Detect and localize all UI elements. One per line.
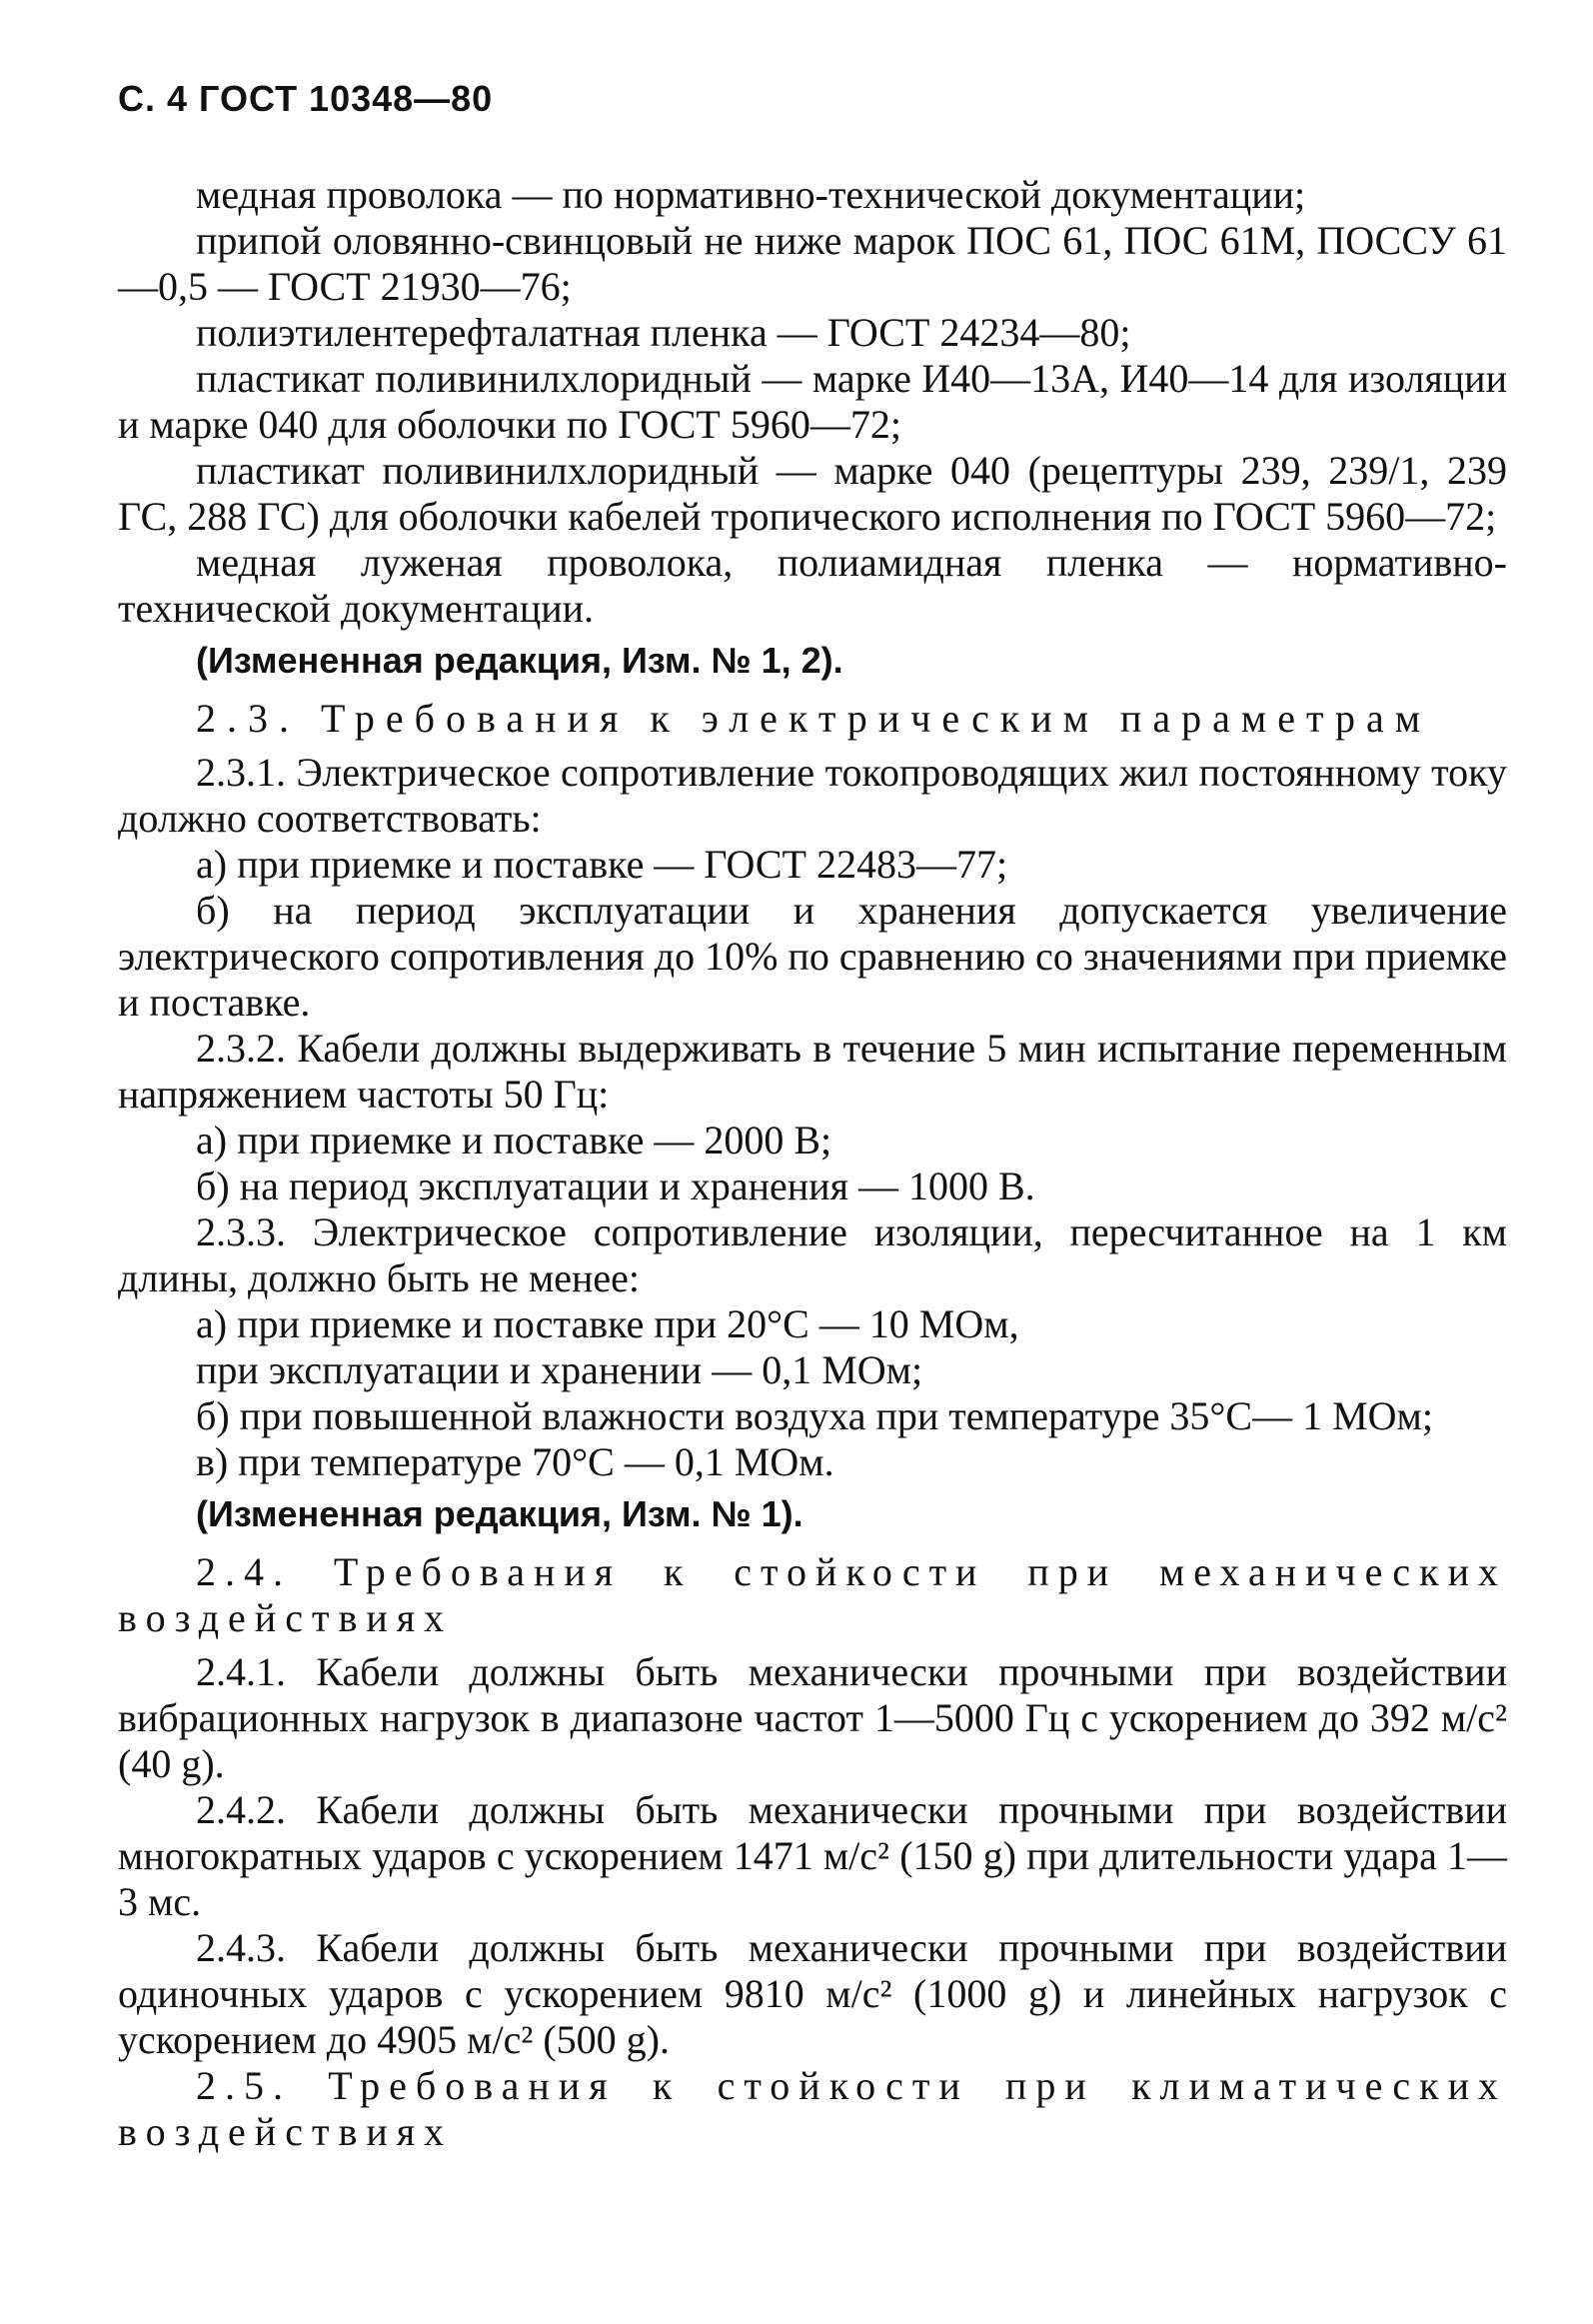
paragraph-2-3-2-b: б) на период эксплуатации и хранения — 1000 В. (196, 1163, 1035, 1208)
page-header: С. 4 ГОСТ 10348—80 (118, 78, 494, 119)
paragraph-2-3-3-a: а) при приемке и поставке при 20°С — 10 МОм, (196, 1301, 1019, 1346)
paragraph-2-3-3-a-continued: при эксплуатации и хранении — 0,1 МОм; (196, 1347, 923, 1392)
paragraph-2-3-2: 2.3.2. Кабели должны выдерживать в течение 5 мин испытание переменным напряжением частоты 50 Гц: (118, 1026, 1507, 1117)
paragraph-2-4-1: 2.4.1. Кабели должны быть механически прочными при воздействии вибрационных нагрузок в диапазоне частот 1—5000 Гц с ускорением до 392 м/с² (40 g). (118, 1649, 1507, 1786)
paragraph-2-3-3: 2.3.3. Электрическое сопротивление изоляции, пересчитанное на 1 км длины, должно быть не менее: (118, 1209, 1507, 1300)
amendment-note: (Измененная редакция, Изм. № 1). (196, 1493, 803, 1534)
section-title-2-5: 2.5. Требования к стойкости при климатических воздействиях (118, 2063, 1507, 2154)
materials-line-5: пластикат поливинилхлоридный — марке 040 (рецептуры 239, 239/1, 239 ГС, 288 ГС) для оболочки кабелей тропического исполнения по ГОСТ 5960—72; (118, 448, 1507, 539)
paragraph-2-3-3-b: б) при повышенной влажности воздуха при температуре 35°С— 1 МОм; (196, 1393, 1433, 1438)
paragraph-2-3-1-b: б) на период эксплуатации и хранения допускается увеличение электрического сопротивления до 10% по сравнению со значениями при приемке и поставке. (118, 888, 1507, 1025)
materials-line-1: медная проволока — по нормативно-технической документации; (196, 172, 1306, 217)
paragraph-2-3-1-a: а) при приемке и поставке — ГОСТ 22483—77; (196, 842, 1008, 887)
amendment-note: (Измененная редакция, Изм. № 1, 2). (196, 640, 843, 681)
section-title-2-4: 2.4. Требования к стойкости при механических воздействиях (118, 1549, 1507, 1640)
materials-line-6: медная луженая проволока, полиамидная пленка — нормативно-технической документации. (118, 540, 1507, 631)
materials-line-2: припой оловянно-свинцовый не ниже марок ПОС 61, ПОС 61М, ПОССУ 61—0,5 — ГОСТ 21930—76; (118, 218, 1507, 309)
paragraph-2-4-2: 2.4.2. Кабели должны быть механически прочными при воздействии многократных ударов с ускорением 1471 м/с² (150 g) при длительности удара 1—3 мс. (118, 1787, 1507, 1924)
paragraph-2-3-1: 2.3.1. Электрическое сопротивление токопроводящих жил постоянному току должно соответствовать: (118, 750, 1507, 841)
paragraph-2-3-2-a: а) при приемке и поставке — 2000 В; (196, 1118, 832, 1162)
paragraph-2-4-3: 2.4.3. Кабели должны быть механически прочными при воздействии одиночных ударов с ускорением 9810 м/с² (1000 g) и линейных нагрузок с ускорением до 4905 м/с² (500 g). (118, 1925, 1507, 2062)
materials-line-3: полиэтилентерефталатная пленка — ГОСТ 24234—80; (196, 310, 1131, 355)
paragraph-2-3-3-c: в) при температуре 70°С — 0,1 МОм. (196, 1439, 834, 1484)
document-body (118, 172, 1507, 2155)
section-title-2-3: 2.3. Требования к электрическим параметрам (196, 696, 1432, 741)
materials-line-4: пластикат поливинилхлоридный — марке И40—13А, И40—14 для изоляции и марке 040 для оболочки по ГОСТ 5960—72; (118, 356, 1507, 447)
